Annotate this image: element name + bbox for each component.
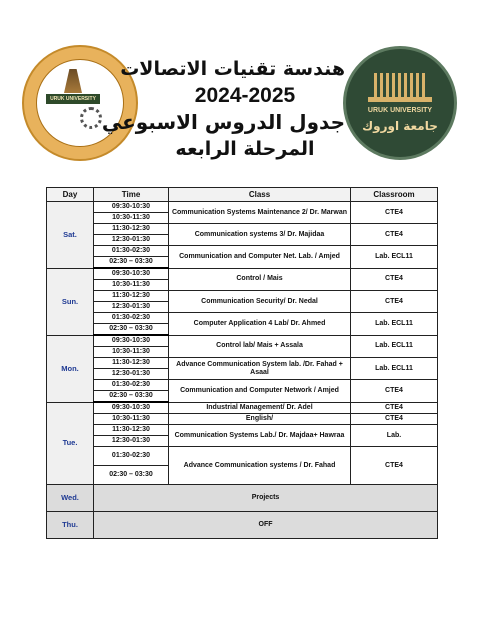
logo-banner: URUK UNIVERSITY bbox=[46, 94, 100, 104]
table-row bbox=[47, 224, 438, 235]
time-cell: 12:30-01:30 bbox=[94, 369, 169, 380]
time-cell: 02:30 – 03:30 bbox=[94, 324, 169, 336]
time-cell: 01:30-02:30 bbox=[94, 380, 169, 391]
class-cell: Industrial Management/ Dr. Adel bbox=[169, 402, 351, 414]
academic-year: 2024-2025 bbox=[194, 84, 296, 107]
time-cell: 10:30-11:30 bbox=[94, 347, 169, 358]
time-cell: 02:30 – 03:30 bbox=[94, 466, 169, 485]
classroom-cell: Lab. ECL11 bbox=[351, 313, 438, 336]
table-row bbox=[47, 512, 438, 539]
table-row bbox=[47, 291, 438, 302]
time-cell: 09:30-10:30 bbox=[94, 202, 169, 213]
classroom-cell: Lab. ECL11 bbox=[351, 335, 438, 358]
time-cell: 10:30-11:30 bbox=[94, 213, 169, 224]
university-logo bbox=[343, 46, 457, 160]
stage-title: المرحلة الرابعه bbox=[175, 138, 315, 160]
class-cell: Communication and Computer Network / Amjed bbox=[169, 380, 351, 403]
classroom-cell: CTE4 bbox=[351, 402, 438, 414]
class-cell: English/ bbox=[169, 414, 351, 425]
header-classroom: Classroom bbox=[351, 188, 438, 202]
class-cell: Communication systems 3/ Dr. Majidaa bbox=[169, 224, 351, 246]
time-cell: 09:30-10:30 bbox=[94, 335, 169, 347]
time-cell: 10:30-11:30 bbox=[94, 414, 169, 425]
class-cell: Control lab/ Mais + Assala bbox=[169, 335, 351, 358]
time-cell: 11:30-12:30 bbox=[94, 425, 169, 436]
off-cell: OFF bbox=[94, 512, 438, 539]
header-time: Time bbox=[94, 188, 169, 202]
time-cell: 12:30-01:30 bbox=[94, 436, 169, 447]
day-sat: Sat. bbox=[47, 202, 94, 269]
time-cell: 01:30-02:30 bbox=[94, 313, 169, 324]
department-title: هندسة تقنيات الاتصالات bbox=[120, 58, 345, 80]
time-cell: 01:30-02:30 bbox=[94, 246, 169, 257]
class-cell: Control / Mais bbox=[169, 268, 351, 291]
time-cell: 11:30-12:30 bbox=[94, 224, 169, 235]
classroom-cell: CTE4 bbox=[351, 268, 438, 291]
time-cell: 11:30-12:30 bbox=[94, 358, 169, 369]
time-cell: 09:30-10:30 bbox=[94, 268, 169, 280]
header-day: Day bbox=[47, 188, 94, 202]
day-sun: Sun. bbox=[47, 268, 94, 335]
class-cell: Computer Application 4 Lab/ Dr. Ahmed bbox=[169, 313, 351, 336]
projects-cell: Projects bbox=[94, 485, 438, 512]
schedule-table bbox=[46, 187, 438, 539]
class-cell: Advance Communication systems / Dr. Fahad bbox=[169, 447, 351, 485]
time-cell: 02:30 – 03:30 bbox=[94, 257, 169, 269]
class-cell: Communication Security/ Dr. Nedal bbox=[169, 291, 351, 313]
table-row bbox=[47, 246, 438, 257]
table-row bbox=[47, 425, 438, 436]
classroom-cell: CTE4 bbox=[351, 291, 438, 313]
day-mon: Mon. bbox=[47, 335, 94, 402]
header-class: Class bbox=[169, 188, 351, 202]
classroom-cell: CTE4 bbox=[351, 380, 438, 403]
class-cell: Communication Systems Maintenance 2/ Dr. Marwan bbox=[169, 202, 351, 224]
time-cell: 10:30-11:30 bbox=[94, 280, 169, 291]
table-row bbox=[47, 358, 438, 369]
columns-emblem-icon bbox=[374, 73, 426, 97]
time-cell: 11:30-12:30 bbox=[94, 291, 169, 302]
logo-english-name: URUK UNIVERSITY bbox=[367, 107, 433, 114]
day-wed: Wed. bbox=[47, 485, 94, 512]
table-row bbox=[47, 380, 438, 391]
class-cell: Communication Systems Lab./ Dr. Majdaa+ Hawraa bbox=[169, 425, 351, 447]
classroom-cell: CTE4 bbox=[351, 414, 438, 425]
classroom-cell: Lab. ECL11 bbox=[351, 246, 438, 269]
classroom-cell: CTE4 bbox=[351, 202, 438, 224]
time-cell: 02:30 – 03:30 bbox=[94, 391, 169, 403]
time-cell: 09:30-10:30 bbox=[94, 402, 169, 414]
gear-icon bbox=[80, 107, 102, 129]
classroom-cell: Lab. ECL11 bbox=[351, 358, 438, 380]
time-cell: 12:30-01:30 bbox=[94, 235, 169, 246]
logo-arabic-name: جامعة اوروك bbox=[362, 119, 438, 133]
day-tue: Tue. bbox=[47, 402, 94, 485]
emblem-base bbox=[368, 97, 432, 102]
classroom-cell: Lab. bbox=[351, 425, 438, 447]
table-row bbox=[47, 414, 438, 425]
classroom-cell: CTE4 bbox=[351, 447, 438, 485]
table-row bbox=[47, 447, 438, 466]
day-thu: Thu. bbox=[47, 512, 94, 539]
table-row bbox=[47, 268, 438, 280]
table-row bbox=[47, 402, 438, 414]
time-cell: 01:30-02:30 bbox=[94, 447, 169, 466]
table-header-row bbox=[47, 188, 438, 202]
table-row bbox=[47, 313, 438, 324]
classroom-cell: CTE4 bbox=[351, 224, 438, 246]
class-cell: Advance Communication System lab. /Dr. Fahad + Asaal bbox=[169, 358, 351, 380]
table-row bbox=[47, 485, 438, 512]
table-row bbox=[47, 202, 438, 213]
time-cell: 12:30-01:30 bbox=[94, 302, 169, 313]
class-cell: Communication and Computer Net. Lab. / Amjed bbox=[169, 246, 351, 269]
table-row bbox=[47, 335, 438, 347]
schedule-title: جدول الدروس الاسبوعي bbox=[101, 110, 345, 134]
